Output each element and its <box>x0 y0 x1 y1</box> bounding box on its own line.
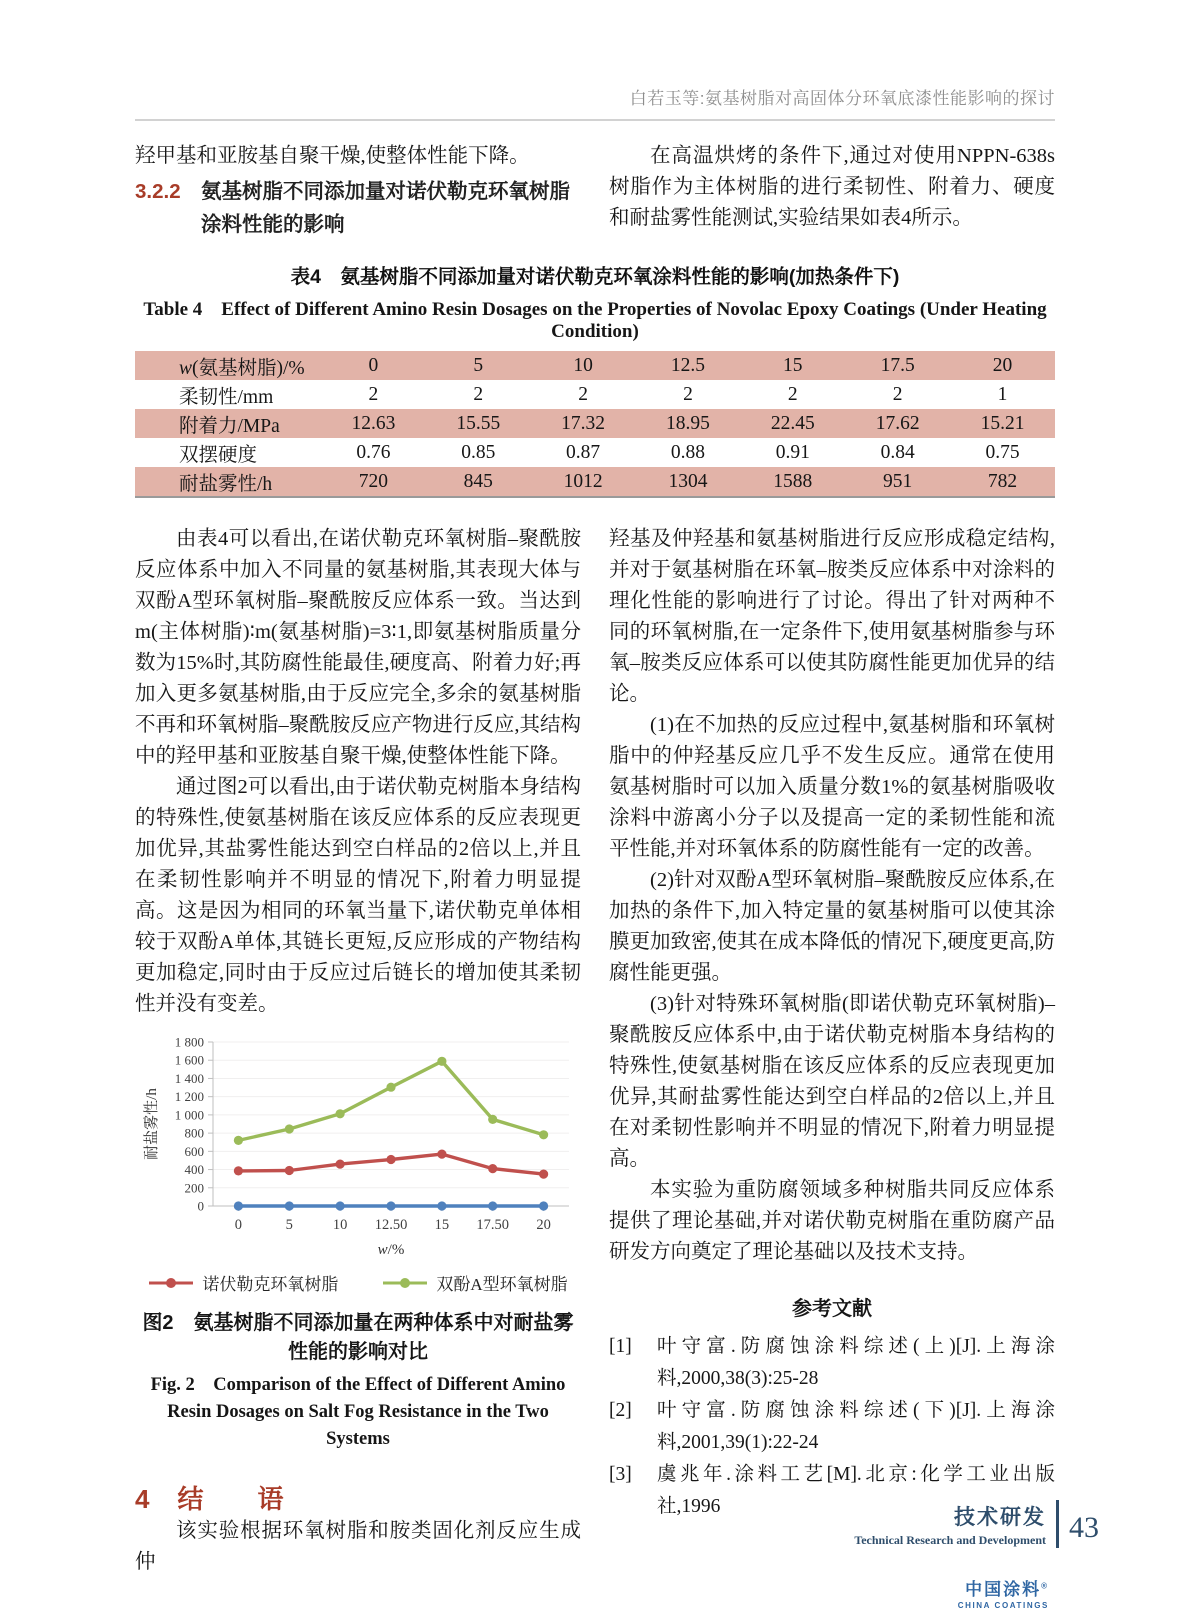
registered-mark: ® <box>1041 1581 1049 1591</box>
left-paragraphs <box>135 524 581 1020</box>
table-cell: 17.62 <box>875 412 920 434</box>
footer-section-cn: 技术研发 <box>954 1505 1046 1529</box>
figure-caption-en: Fig. 2 Comparison of the Effect of Different Amino Resin Dosages on Salt Fog Resistance in the Two Systems <box>150 1375 566 1449</box>
table-cell: 1304 <box>668 470 708 492</box>
svg-text:20: 20 <box>536 1217 551 1233</box>
svg-text:w/%: w/% <box>377 1242 405 1258</box>
salt-fog-line-chart <box>135 1030 581 1268</box>
row-label: 附着力/MPa <box>179 415 280 437</box>
table-title-cn: 表4 氨基树脂不同添加量对诺伏勒克环氧涂料性能的影响(加热条件下) <box>290 266 900 288</box>
table-4 <box>135 351 1055 498</box>
svg-text:0: 0 <box>197 1198 204 1214</box>
paragraph: (2)针对双酚A型环氧树脂–聚酰胺反应体系,在加热的条件下,加入特定量的氨基树脂可以使其涂膜更加致密,使其在成本降低的情况下,硬度更高,防腐性能更强。 <box>609 869 1055 984</box>
svg-text:200: 200 <box>184 1180 204 1196</box>
table-cell: 2 <box>473 383 484 405</box>
reference-text: 叶守富.防腐蚀涂料综述(上)[J].上海涂料,2000,38(3):25-28 <box>657 1336 1055 1389</box>
svg-text:耐盐雾性/h: 耐盐雾性/h <box>144 1088 160 1160</box>
right-paragraphs <box>609 524 1055 1268</box>
row-label: 耐盐雾性/h <box>179 473 273 495</box>
table-row <box>135 438 1055 467</box>
references-list <box>609 1331 1055 1523</box>
reference-item <box>609 1395 1055 1459</box>
table-cell: 17.5 <box>880 354 915 376</box>
main-left-column <box>135 524 581 1610</box>
svg-text:0: 0 <box>234 1217 243 1233</box>
legend-item <box>382 1270 567 1295</box>
svg-text:15: 15 <box>434 1217 450 1233</box>
table-row <box>135 351 1055 380</box>
table-cell: 15 <box>783 354 803 376</box>
table-cell: 15.21 <box>980 412 1025 434</box>
section-3-2-2-heading <box>135 175 581 241</box>
row-label: 双摆硬度 <box>179 444 258 466</box>
table-cell: 2 <box>578 383 588 405</box>
top-right-column <box>609 141 1055 241</box>
paragraph-continuation: 羟甲基和亚胺基自聚干燥,使整体性能下降。 <box>135 145 530 167</box>
paragraph: 在高温烘烤的条件下,通过对使用NPPN-638s树脂作为主体树脂的进行柔韧性、附着力、硬度和耐盐雾性能测试,实验结果如表4所示。 <box>609 145 1055 229</box>
svg-text:800: 800 <box>184 1125 204 1141</box>
figure-2 <box>135 1030 581 1453</box>
top-left-column <box>135 141 581 241</box>
figure-caption-cn: 图2 氨基树脂不同添加量在两种体系中对耐盐雾性能的影响对比 <box>142 1312 574 1363</box>
table-title-en: Table 4 Effect of Different Amino Resin Dosages on the Properties of Novolac Epoxy Coatings (Under Heating Condition) <box>143 299 1047 342</box>
table-cell: 17.32 <box>561 412 606 434</box>
main-text-section <box>135 524 1055 1610</box>
svg-text:12.50: 12.50 <box>374 1217 408 1233</box>
section-4-title: 结 语 <box>177 1484 298 1514</box>
table-cell: 12.5 <box>670 354 706 376</box>
chart-legend <box>135 1270 581 1295</box>
table-row <box>135 467 1055 497</box>
table-cell: 2 <box>368 383 379 405</box>
paragraph: 由表4可以看出,在诺伏勒克环氧树脂–聚酰胺反应体系中加入不同量的氨基树脂,其表现大体与双酚A型环氧树脂–聚酰胺反应体系一致。当达到m(主体树脂)∶m(氨基树脂)=3∶1,即氨基树脂质量分数为15%时,其防腐性能最佳,硬度高、附着力好;再加入更多氨基树脂,由于反应完全,多余的氨基树脂不再和环氧树脂–聚酰胺反应产物进行反应,其结构中的羟甲基和亚胺基自聚干燥,使整体性能下降。 <box>135 528 581 767</box>
table-cell: 10 <box>573 354 593 376</box>
svg-text:1 800: 1 800 <box>174 1034 204 1050</box>
section-number: 3.2.2 <box>135 180 181 203</box>
table-cell: 2 <box>892 383 903 405</box>
reference-text: 虞兆年.涂料工艺[M].北京:化学工业出版社,1996 <box>657 1464 1055 1517</box>
legend-label: 双酚A型环氧树脂 <box>436 1275 568 1294</box>
table-cell: 2 <box>787 383 798 405</box>
table-cell: 0.85 <box>461 441 496 463</box>
table-cell: 1012 <box>563 470 603 492</box>
svg-text:1 000: 1 000 <box>174 1107 204 1123</box>
reference-text: 叶守富.防腐蚀涂料综述(下)[J].上海涂料,2001,39(1):22-24 <box>657 1400 1055 1453</box>
legend-line-marker-icon <box>382 1277 428 1289</box>
table-cell: 18.95 <box>666 412 710 434</box>
table-4-block <box>135 261 1055 498</box>
header-rule <box>135 119 1055 121</box>
table-cell: 20 <box>992 354 1013 376</box>
footer-section-en: Technical Research and Development <box>854 1532 1046 1547</box>
footer-divider-bar <box>1056 1500 1059 1548</box>
section-4-number: 4 <box>135 1484 150 1514</box>
table-cell: 782 <box>987 470 1018 492</box>
top-text-section <box>135 141 1055 241</box>
logo-en-text: CHINA COATINGS <box>957 1601 1049 1610</box>
page-header <box>135 84 1055 121</box>
svg-text:400: 400 <box>184 1162 204 1178</box>
paragraph: 羟基及仲羟基和氨基树脂进行反应形成稳定结构,并对于氨基树脂在环氧–胺类反应体系中对涂料的理化性能的影响进行了讨论。得出了针对两种不同的环氧树脂,在一定条件下,使用氨基树脂参与环氧–胺类反应体系可以使其防腐性能更加优异的结论。 <box>609 528 1055 705</box>
reference-number: [1] <box>609 1336 632 1357</box>
table-cell: 0.84 <box>880 441 915 463</box>
page-footer <box>854 1500 1099 1548</box>
table-cell: 720 <box>358 470 389 492</box>
paragraph: (1)在不加热的反应过程中,氨基树脂和环氧树脂中的仲羟基反应几乎不发生反应。通常在使用氨基树脂时可以加入质量分数1%的氨基树脂吸收涂料中游离小分子以及提高一定的柔韧性能和流平性能,并对环氧体系的防腐性能有一定的改善。 <box>609 714 1055 860</box>
table-cell: 0.76 <box>356 441 391 463</box>
svg-text:600: 600 <box>184 1143 204 1159</box>
section-title: 氨基树脂不同添加量对诺伏勒克环氧树脂涂料性能的影响 <box>201 180 570 236</box>
table-cell: 951 <box>883 470 913 492</box>
svg-text:1 400: 1 400 <box>174 1070 204 1086</box>
conclusion-first-line: 该实验根据环氧树脂和胺类固化剂反应生成仲 <box>135 1520 581 1573</box>
running-title: 白若玉等:氨基树脂对高固体分环氧底漆性能影响的探讨 <box>629 89 1055 108</box>
svg-text:17.50: 17.50 <box>476 1217 510 1233</box>
china-coatings-logo <box>609 1575 1055 1610</box>
paragraph: (3)针对特殊环氧树脂(即诺伏勒克环氧树脂)–聚酰胺反应体系中,由于诺伏勒克树脂本身结构的特殊性,使氨基树脂在该反应体系的反应表现更加优异,其耐盐雾性能达到空白样品的2倍以上,并且在对柔韧性影响并不明显的情况下,附着力明显提高。 <box>609 993 1055 1170</box>
footer-section <box>854 1501 1046 1548</box>
paragraph: 本实验为重防腐领域多种树脂共同反应体系提供了理论基础,并对诺伏勒克树脂在重防腐产品研发方向奠定了理论基础以及技术支持。 <box>609 1179 1055 1263</box>
table-cell: 1 <box>997 383 1008 405</box>
svg-text:10: 10 <box>332 1217 348 1233</box>
table-cell: 0 <box>368 354 379 376</box>
logo-cn-text: 中国涂料® <box>965 1580 1049 1599</box>
section-4-heading <box>135 1479 581 1516</box>
svg-text:1 200: 1 200 <box>174 1089 204 1105</box>
row-label: 柔韧性/mm <box>179 386 274 408</box>
paragraph: 通过图2可以看出,由于诺伏勒克树脂本身结构的特殊性,使氨基树脂在该反应体系的反应表现更加优异,其盐雾性能达到空白样品的2倍以上,并且在柔韧性影响并不明显的情况下,附着力明显提高。这是因为相同的环氧当量下,诺伏勒克单体相较于双酚A单体,其链长更短,反应形成的产物结构更加稳定,同时由于反应过后链长的增加使其柔韧性并没有变差。 <box>135 776 581 1015</box>
svg-text:5: 5 <box>285 1217 293 1233</box>
table-cell: 2 <box>683 383 693 405</box>
table-cell: 0.75 <box>985 441 1020 463</box>
legend-label: 诺伏勒克环氧树脂 <box>202 1275 339 1294</box>
row-label: w(氨基树脂)/% <box>179 357 305 379</box>
reference-number: [3] <box>609 1464 632 1485</box>
page-number: 43 <box>1069 1511 1099 1544</box>
table-row <box>135 380 1055 409</box>
table-cell: 845 <box>463 470 493 492</box>
svg-text:1 600: 1 600 <box>174 1052 204 1068</box>
legend-item <box>148 1270 338 1295</box>
table-cell: 0.88 <box>670 441 706 463</box>
legend-line-marker-icon <box>148 1277 194 1289</box>
reference-number: [2] <box>609 1400 632 1421</box>
table-cell: 0.87 <box>566 441 601 463</box>
table-cell: 1588 <box>773 470 813 492</box>
references-heading: 参考文献 <box>792 1298 872 1320</box>
table-cell: 12.63 <box>351 412 396 434</box>
table-row <box>135 409 1055 438</box>
table-cell: 0.91 <box>775 441 810 463</box>
reference-item <box>609 1331 1055 1395</box>
table-cell: 15.55 <box>456 412 501 434</box>
table-cell: 5 <box>473 354 484 376</box>
table-cell: 22.45 <box>770 412 815 434</box>
main-right-column <box>609 524 1055 1610</box>
